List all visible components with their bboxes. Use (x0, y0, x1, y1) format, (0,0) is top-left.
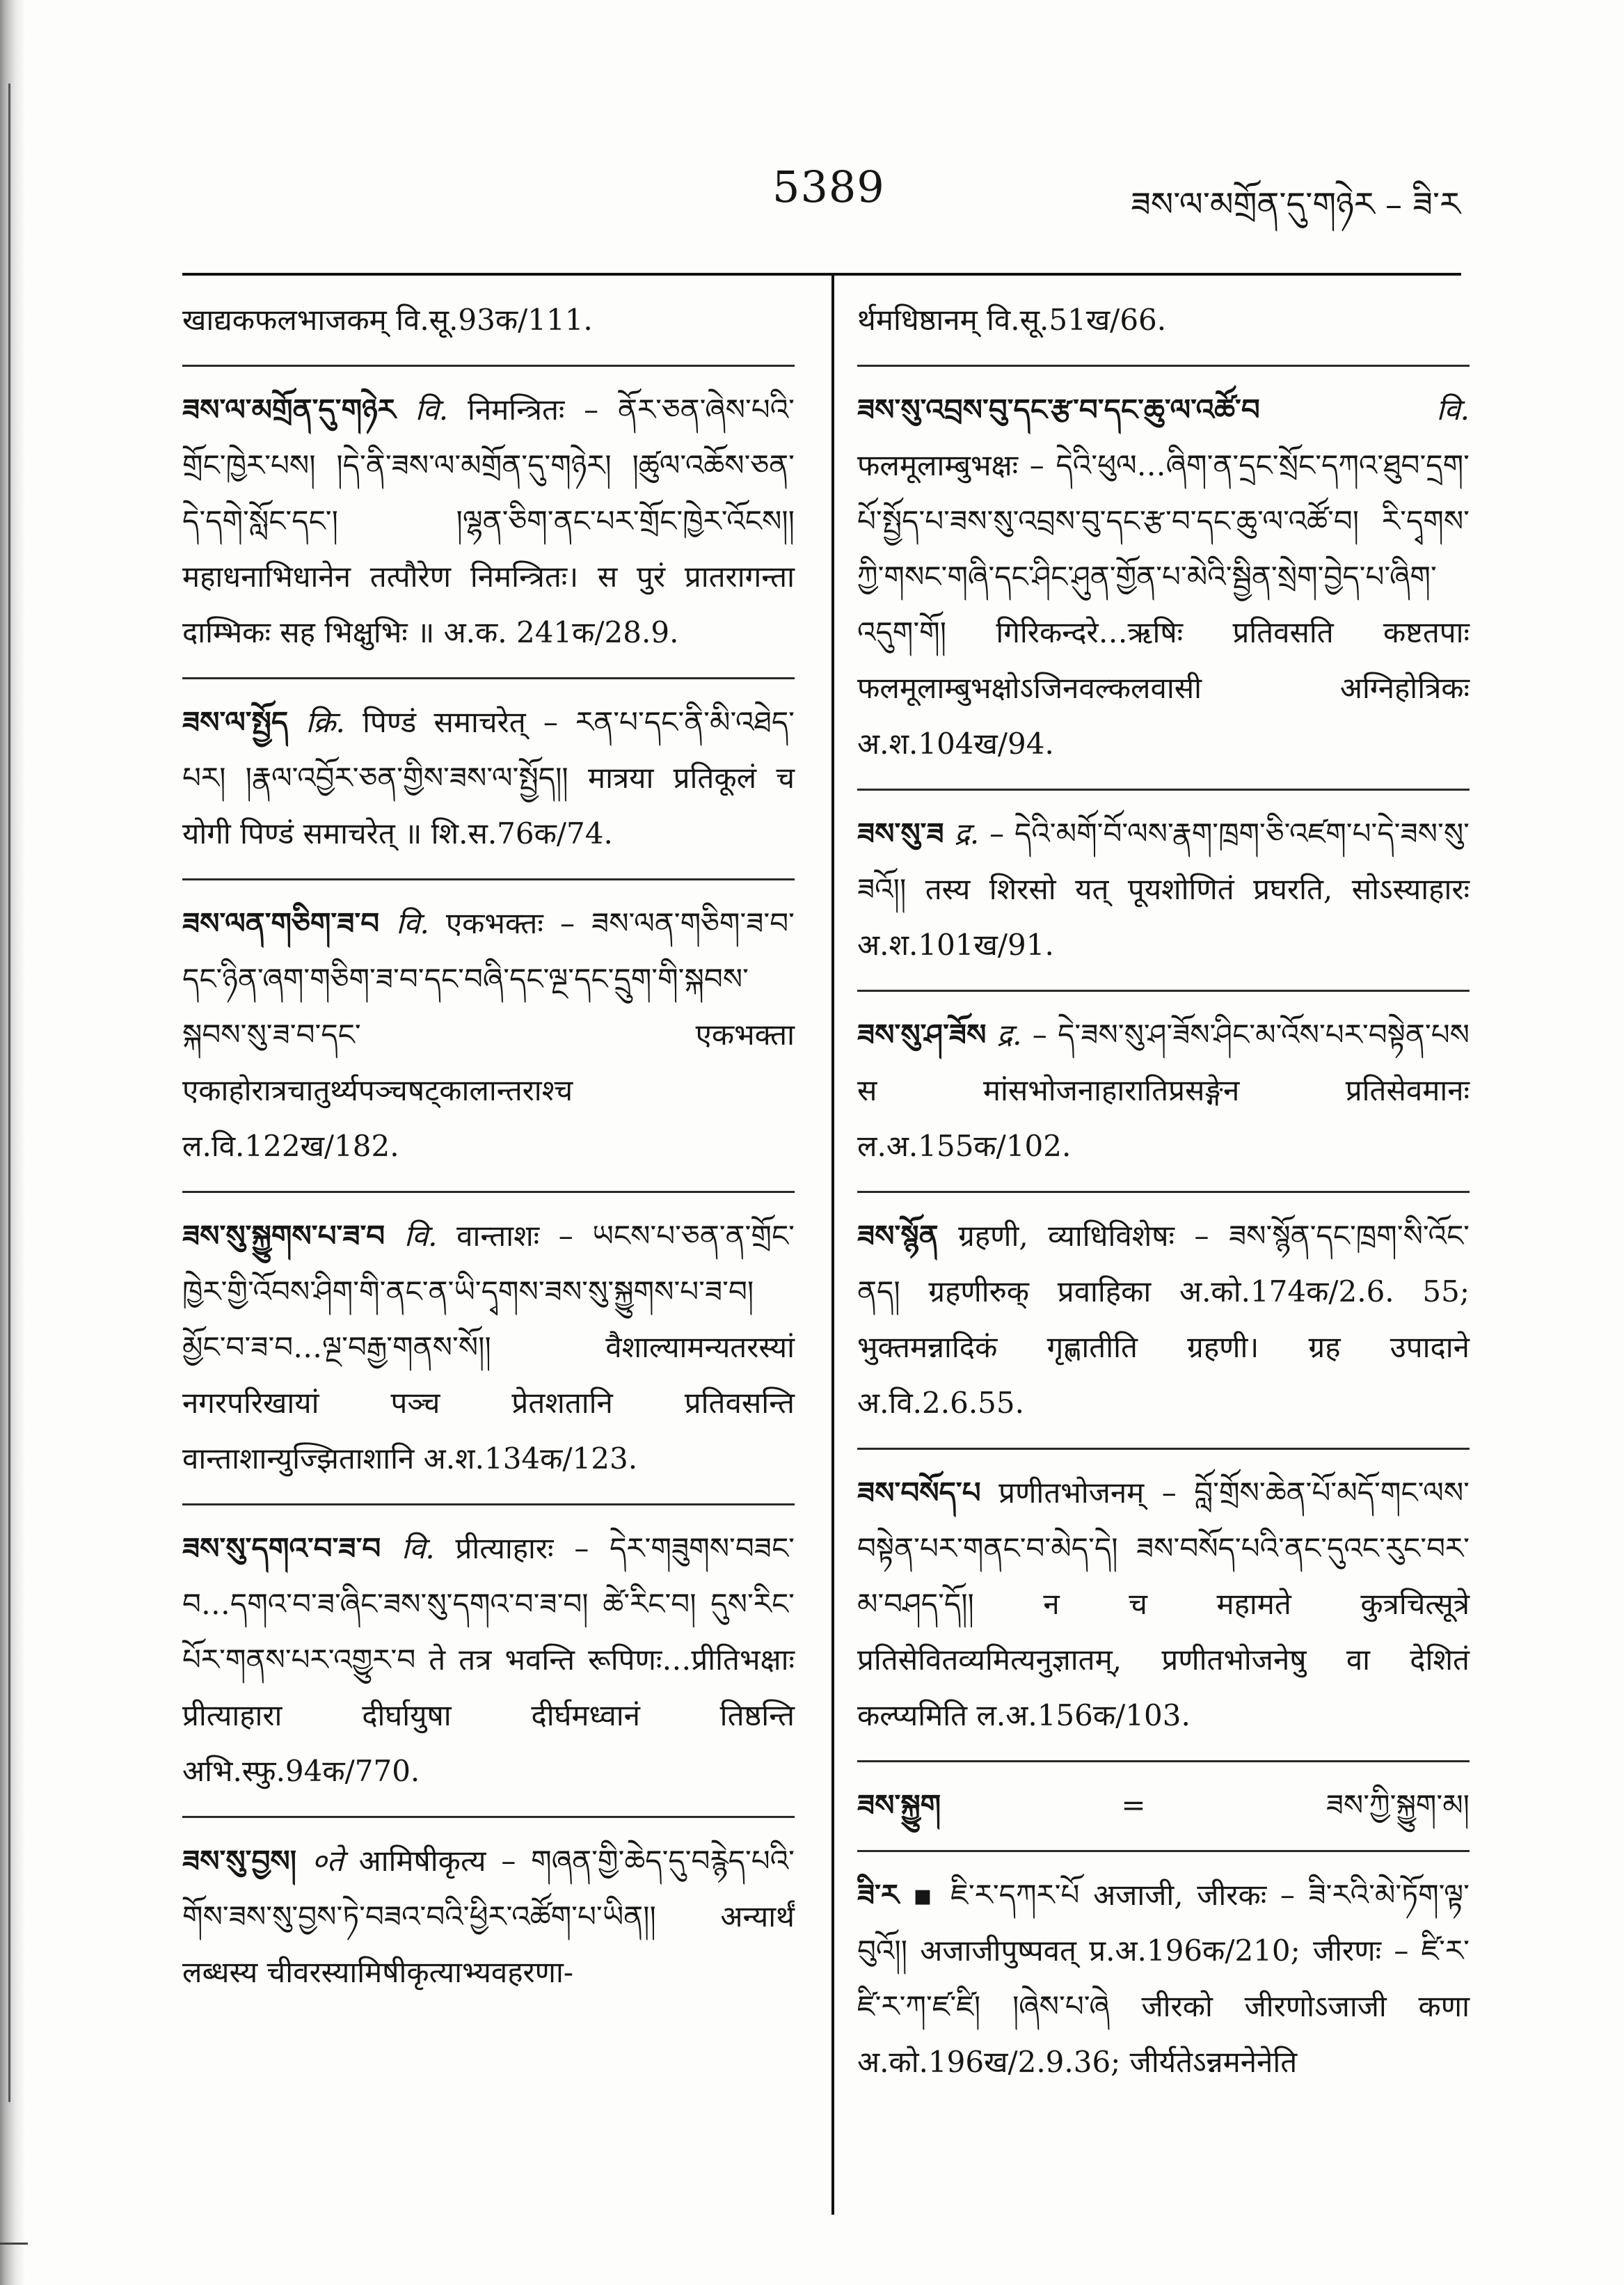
grammar-label: ०ते (311, 1844, 344, 1878)
cross-reference-entry (857, 1778, 1470, 1833)
dictionary-entry (182, 1521, 795, 1799)
grammar-label: वि. (1436, 393, 1470, 427)
binding-edge-line (8, 84, 10, 2102)
left-column (182, 292, 795, 2017)
entry-text: प्रीत्याहारः – དེར་གཟུགས་བཟང་བ…དགའ་བ་ཟ་ཞིང་ཟས་སུ་དགའ་བ་ཟ་བ། ཚེ་རིང་བ། དུས་རིང་པོར་གནས་པར་འགྱུར་བ ते तत्र भवन्ति रूपिणः…प्रीतिभक्षाः प्रीत्याहारा दीर्घायुषा दीर्घमध्वानं तिष्ठन्ति अभि.स्फु.94क/770. (182, 1531, 795, 1788)
entry-separator (857, 1448, 1470, 1450)
xref-eq: = (1121, 1788, 1146, 1822)
dictionary-entry (857, 1208, 1470, 1431)
column-divider (831, 273, 834, 2215)
entry-text: खाद्यकफलभाजकम् वि.सू.93क/111. (182, 303, 593, 337)
entry-headword: ཟས་སུ་དགའ་བ་ཟ་བ (182, 1531, 381, 1565)
entry-text: एकभक्तः – ཟས་ལན་གཅིག་ཟ་བ་དང་ཉིན་ཞག་གཅིག་ཟ་བ་དང་བཞི་དང་ལྔ་དང་དྲུག་གི་སྐབས་སྐབས་སུ་ཟ་བ་དང་ एकभक्ता एकाहोरात्रचातुर्थ्यपञ्चषट्कालान्तराश्च ल.वि.122ख/182. (182, 906, 795, 1163)
entry-headword: ཟས་སུ་བྱས། (182, 1844, 297, 1878)
dictionary-entry (182, 1208, 795, 1487)
entry-separator (857, 1850, 1470, 1852)
header-rule (182, 273, 1461, 276)
entry-separator (182, 365, 795, 367)
entry-headword: ཟས་ལ་སྤྱོད (182, 705, 289, 739)
grammar-label: ▪ (912, 1878, 937, 1912)
entry-text: ग्रहणी, व्याधिविशेषः – ཟས་སྙོན་དང་ཁྲག་སི་འོང་ནད། ग्रहणीरुक् प्रवाहिका अ.को.174क/2.6. 55; भुक्तमन्नादिकं गृह्णातीति ग्रहणी। ग्रह उपादाने अ.वि.2.6.55. (857, 1219, 1470, 1420)
grammar-label: द्र. (954, 816, 980, 851)
entry-headword: ཟས་སུ་ཟ (857, 816, 944, 851)
dictionary-entry (857, 382, 1470, 772)
grammar-label: वि. (396, 906, 429, 940)
entry-text: पिण्डं समाचरेत् – རན་པ་དང་ནི་མི་འཐེད་པར། །རྣལ་འབྱོར་ཅན་གྱིས་ཟས་ལ་སྤྱོད།། मात्रया प्रतिकूलं च योगी पिण्डं समाचरेत् ॥ शि.स.76क/74. (182, 705, 795, 851)
entry-separator (857, 1760, 1470, 1762)
grammar-label: क्रि. (305, 705, 345, 739)
grammar-label: वि. (415, 393, 449, 427)
page-corner-mark (0, 2243, 28, 2245)
dictionary-entry (182, 896, 795, 1174)
entry-headword: ཟས་ལན་གཅིག་ཟ་བ (182, 906, 380, 940)
entry-separator (857, 1191, 1470, 1193)
xref-head: ཟས་སྐྱུག (857, 1788, 941, 1822)
dictionary-entry (182, 1833, 795, 2000)
entry-separator (182, 1503, 795, 1505)
right-column (857, 292, 1470, 2107)
entry-headword: ཟས་སྙོན (857, 1219, 939, 1253)
dictionary-entry (182, 382, 795, 661)
grammar-label: वि. (401, 1531, 435, 1565)
continued-entry (182, 292, 795, 348)
grammar-label: द्र. (996, 1018, 1022, 1052)
entry-separator (182, 677, 795, 679)
entry-text: वान्ताशः – ཡངས་པ་ཅན་ན་གྲོང་ཁྱེར་གྱི་འོབས་ཤིག་གི་ནང་ན་ཡི་དྭགས་ཟས་སུ་སྐྱུགས་པ་ཟ་བ། མྱོང་བ་ཟ་བ…ལྔ་བརྒྱ་གནས་སོ།། वैशाल्यामन्यतरस्यां नगरपरिखायां पञ्च प्रेतशतानि प्रतिवसन्ति वान्ताशान्युज्झिताशानि अ.श.134क/123. (182, 1219, 795, 1476)
continued-entry (857, 292, 1470, 348)
entry-headword: ཟས་ལ་མགྲོན་དུ་གཉེར (182, 393, 396, 427)
entry-separator (182, 878, 795, 880)
entry-text: ཇི་ར་དཀར་པོ अजाजी, जीरकः – ཟི་རའི་མེ་ཏོག་ལྟ་བུའོ།། अजाजीपुष्पवत् प्र.अ.196क/210; जीरणः – ཛི་ར་ཛི་ར་ཀ་ཛ་ཛི། །ཞེས་པ་ཞེ जीरको जीरणोऽजाजी कणा अ.को.196ख/2.9.36; जीर्यतेऽन्नमनेनेति (857, 1878, 1470, 2079)
running-header: ཟས་ལ་མགྲོན་དུ་གཉེར – ཟི་ར (1131, 185, 1460, 224)
page-number: 5389 (772, 161, 885, 212)
entry-separator (857, 365, 1470, 367)
grammar-label: वि. (404, 1219, 438, 1253)
entry-headword: ཟི་ར (857, 1878, 900, 1912)
dictionary-entry (857, 806, 1470, 973)
entry-headword: ཟས་སུ་སྐྱུགས་པ་ཟ་བ (182, 1219, 385, 1253)
xref-target: ཟས་ཀྱི་སྐྱུག་མ། (1326, 1788, 1470, 1822)
entry-text: निमन्त्रितः – ནོར་ཅན་ཞེས་པའི་གྲོང་ཁྱེར་པས། །དེ་ནི་ཟས་ལ་མགྲོན་དུ་གཉེར། །ཚུལ་འཆོས་ཅན་དེ་དགེ་སློང་དང་། །ལྷན་ཅིག་ནང་པར་གྲོང་ཁྱེར་འོངས།། महाधनाभिधानेन तत्पौरेण निमन्त्रितः। स पुरं प्रातरागन्ता दाम्भिकः सह भिक्षुभिः ॥ अ.क. 241क/28.9. (182, 393, 795, 649)
entry-text: र्थमधिष्ठानम् वि.सू.51ख/66. (857, 303, 1167, 337)
entry-text: फलमूलाम्बुभक्षः – དེའི་ཕུལ…ཞིག་ན་དྲང་སྲོང་དཀའ་ཐུབ་དྲག་པོ་སྤྱོད་པ་ཟས་སུ་འབྲས་བུ་དང་རྩ་བ་དང་ཆུ་ལ་འཚོ་བ། རི་དྭགས་ཀྱི་གསང་གཞི་དང་ཤིང་ཤུན་གྱོན་པ་མེའི་སྦྱིན་སྲེག་བྱེད་པ་ཞིག་འདུག་གོ། गिरिकन्दरे…ऋषिः प्रतिवसति कष्टतपाः फलमूलाम्बुभक्षोऽजिनवल्कलवासी अग्निहोत्रिकः अ.श.104ख/94. (857, 448, 1470, 761)
dictionary-entry (857, 1465, 1470, 1744)
dictionary-entry (182, 695, 795, 862)
dictionary-entry (857, 1867, 1470, 2090)
entry-headword: ཟས་སུ་ཤ་ཟོས (857, 1018, 987, 1052)
entry-text: आमिषीकृत्य – གཞན་གྱི་ཆེད་དུ་བརྙེད་པའི་གོས་ཟས་སུ་བྱས་ཏེ་བཟའ་བའི་ཕྱིར་འཚོག་པ་ཡིན།། अन्यार्थं लब्धस्य चीवरस्यामिषीकृत्याभ्यवहरणा- (182, 1844, 795, 1989)
entry-separator (182, 1191, 795, 1193)
entry-separator (182, 1816, 795, 1818)
entry-headword: ཟས་བསོད་པ (857, 1476, 981, 1510)
page-binding-shadow (0, 0, 25, 2285)
dictionary-entry (857, 1007, 1470, 1174)
entry-text: – དེའི་མགོ་བོ་ལས་རྣག་ཁྲག་ཅི་འཛག་པ་དེ་ཟས་སུ་ཟའོ།། तस्य शिरसो यत् पूयशोणितं प्रघरति, सोऽस्याहारः अ.श.101ख/91. (857, 816, 1470, 962)
entry-text: – དེ་ཟས་སུ་ཤ་ཟོས་ཤིང་མ་འོས་པར་བསྟེན་པས स मांसभोजनाहारातिप्रसङ्गेन प्रतिसेवमानः ल.अ.155क/102. (857, 1018, 1470, 1163)
entry-text: प्रणीतभोजनम् – བློ་གྲོས་ཆེན་པོ་མདོ་གང་ལས་བསྟེན་པར་གནང་བ་མེད་དེ། ཟས་བསོད་པའི་ནང་དུའང་རུང་བར་མ་བཤད་དོ།། न च महामते कुत्रचित्सूत्रे प्रतिसेवितव्यमित्यनुज्ञातम्, प्रणीतभोजनेषु वा देशितं कल्प्यमिति ल.अ.156क/103. (857, 1476, 1470, 1732)
entry-separator (857, 990, 1470, 992)
entry-headword: ཟས་སུ་འབྲས་བུ་དང་རྩ་བ་དང་ཆུ་ལ་འཚོ་བ (857, 393, 1260, 427)
entry-separator (857, 789, 1470, 791)
